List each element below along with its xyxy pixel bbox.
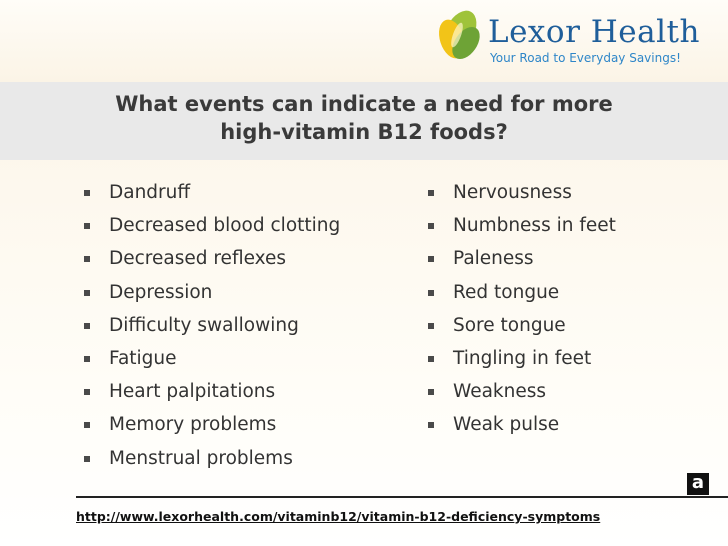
badge-logo: a — [687, 473, 709, 495]
list-item-text: Nervousness — [453, 182, 572, 203]
square-bullet-icon — [428, 356, 434, 362]
square-bullet-icon — [428, 323, 434, 329]
list-item-text: Tingling in feet — [453, 347, 592, 369]
square-bullet-icon — [428, 422, 434, 428]
list-item-text: Paleness — [453, 248, 534, 270]
square-bullet-icon — [84, 323, 90, 329]
square-bullet-icon — [84, 290, 90, 296]
leaf-icon — [430, 5, 490, 73]
list-item-text: Weakness — [453, 381, 547, 403]
footer-divider — [76, 496, 728, 498]
list-item-text: Fatigue — [109, 347, 177, 369]
list-item-text: Menstrual problems — [109, 447, 293, 469]
square-bullet-icon — [428, 190, 434, 196]
slide-title-line-2: high-vitamin B12 foods? — [220, 120, 508, 144]
square-bullet-icon — [428, 290, 434, 296]
source-url-link[interactable]: http://www.lexorhealth.com/vitaminb12/vitamin-b12-deficiency-symptoms — [76, 509, 601, 524]
square-bullet-icon — [84, 223, 90, 229]
list-item-text: Dandruff — [109, 182, 191, 203]
square-bullet-icon — [428, 223, 434, 229]
title-band — [0, 82, 728, 160]
square-bullet-icon — [428, 389, 434, 395]
list-item-text: Decreased blood clotting — [109, 215, 341, 237]
square-bullet-icon — [428, 256, 434, 262]
square-bullet-icon — [84, 456, 90, 462]
square-bullet-icon — [84, 389, 90, 395]
list-item-text: Sore tongue — [453, 314, 566, 336]
square-bullet-icon — [84, 190, 90, 196]
brand-tagline: Your Road to Everyday Savings! — [490, 51, 681, 65]
square-bullet-icon — [84, 422, 90, 428]
list-item-text: Depression — [109, 281, 213, 303]
list-item-text: Red tongue — [453, 281, 560, 303]
list-item-text: Heart palpitations — [109, 381, 276, 403]
list-item-text: Numbness in feet — [453, 215, 616, 237]
list-item-text: Difficulty swallowing — [109, 314, 299, 336]
list-item-text: Memory problems — [109, 414, 277, 436]
list-item-text: Weak pulse — [453, 414, 560, 436]
slide-title-line-1: What events can indicate a need for more — [115, 92, 613, 116]
square-bullet-icon — [84, 256, 90, 262]
list-item-text: Decreased reflexes — [109, 248, 287, 270]
square-bullet-icon — [84, 356, 90, 362]
brand-name: Lexor Health — [488, 14, 700, 50]
lexor-health-logo[interactable] — [430, 5, 720, 73]
